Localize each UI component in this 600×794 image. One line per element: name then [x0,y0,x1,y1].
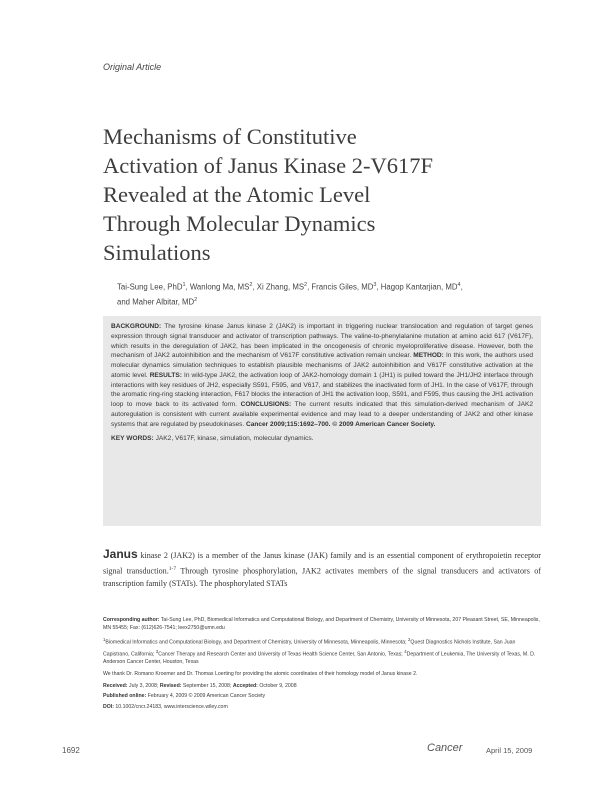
acknowledgment: We thank Dr. Romano Kroemer and Dr. Thomas Loerting for providing the atomic coordinates of their homology model of Janus kinase 2. [103,670,418,677]
author-name: Xi Zhang, MS [256,282,305,292]
author-list: Tai-Sung Lee, PhD$^1$, Wanlong Ma, $MS^2$, Xi Zhang, $MS^2$, Francis Giles, $MD^3$, Hagop Kantarjian, $MD^4$, and Maher Albitar, $MD^2$ [117,282,463,307]
published-label: Published online: [103,693,147,700]
revised-date: September 15, 2008; [182,682,232,689]
affiliation-number: 4 [404,648,407,654]
dates [103,683,543,691]
accepted-label: Accepted: [232,682,258,689]
abstract-citation: Cancer 2009;115:1692–700. [246,420,331,428]
affiliation-number: 3 [155,648,159,654]
abstract-conclusions-label: CONCLUSIONS: [240,401,292,408]
abstract-copyright: © 2009 American Cancer Society. [332,420,436,428]
published-date: February 4, 2009 © 2009 American Cancer Society [147,693,266,700]
corresponding-label: Corresponding author: [103,617,160,623]
doi-text: 10.1002/cncr.24183, www.interscience.wiley.com [115,704,228,711]
affiliation-1: Biomedical Informatics and Computational Biology, and Department of Chemistry, University of Minnesota, Minneapolis, Minnesota; [105,640,407,647]
author-affiliation: 2 [249,282,253,288]
author-name: Tai-Sung Lee, PhD [117,282,183,292]
doi-label: DOI: [103,704,114,711]
abstract-background-label: BACKGROUND: [111,323,162,330]
title-line: Mechanisms of Constitutive [103,124,357,149]
author-name: Wanlong Ma, MS [189,282,250,292]
abstract-text [111,322,533,429]
author-affiliation: 4 [457,282,461,288]
keywords-label: KEY WORDS: [111,435,154,443]
affiliations [103,636,543,667]
author-name: Maher Albitar, MD [132,297,195,307]
published-online [103,693,543,701]
affiliation-3: Cancer Therapy and Research Center and University of Texas Health Science Center, San Antonio, Texas; [158,651,403,658]
author-affiliation: 2 [304,282,308,288]
affiliation-number: 2 [407,637,411,643]
body-dropword: Janus [103,547,138,561]
author-affiliation: 3 [373,282,377,288]
affiliation-2: Quest Diagnostics Nichols Institute, San Juan Capistrano, California; [103,640,516,658]
accepted-date: October 9, 2008 [259,682,297,689]
body-text-2: Through tyrosine phosphorylation, JAK2 activates members of the signal transducers and activators of transcription family (STATs). The phosphorylated STATs [103,566,541,588]
keywords [111,435,533,442]
body-reference: 1-7 [168,565,177,572]
title-line: Activation of Janus Kinase 2-V617F [103,153,433,178]
abstract-method: In this work, the authors used molecular dynamics simulation techniques to establish plausible mechanisms of JAK2 autoinhibition and V617F constitutive activation at the atomic level. [111,352,533,379]
abstract-results-label: RESULTS: [149,371,182,379]
doi [103,704,543,712]
abstract-conclusions: The current results indicated that this simulation-derived mechanism of JAK2 autoregulation is consistent with current available experimental evidence and may lead to a deeper understanding of JAK2 and other kinase systems that are regulated by pseudokinases. [111,401,533,428]
abstract-results: In wild-type JAK2, the activation loop of JAK2-homology domain 1 (JH1) is pulled toward the JH1/JH2 interface through interactions with key residues of JH2, especially S591, F595, and V617, and stabilizes the inactivated form of JH1. In the case of V617F, through the aromatic ring-ring stacking interaction, F617 blocks the interaction of JH1 the activation loop, S591, and F595, thus causing the JH1 activation loop to move back to its activated form. [111,371,533,408]
author-name: Francis Giles, MD [311,282,374,292]
title-line: Revealed at the Atomic Level [103,182,371,207]
title-line: Through Molecular Dynamics [103,211,376,236]
journal-name: Cancer [427,742,463,754]
author-affiliation: 1 [182,282,186,288]
corresponding-author [103,617,543,632]
issue-date: April 15, 2009 [486,746,533,755]
author-name: Hagop Kantarjian, MD [380,282,458,292]
received-date: July 3, 2008; [128,682,159,689]
title-line: Simulations [103,240,211,265]
abstract-background: The tyrosine kinase Janus kinase 2 (JAK2) is important in triggering nuclear translocation and regulation of target genes expression through signal transducer and activator of transcription pathways. The valine-to-phenylalanine mutation at amino acid 617 (V617F), which results in the deregulation of JAK2, has been implicated in the oncogenesis of chronic myeloproliferative disease. However, both the mechanism of JAK2 autoinhibition and the mechanism of V617F constitutive activation remain unclear. [111,323,534,360]
body-text-1: kinase 2 (JAK2) is a member of the Janus kinase (JAK) family and is an essential component of erythropoietin receptor signal transduction. [103,551,541,576]
section-label: Original Article [103,62,162,72]
page-number: 1692 [62,746,80,755]
keywords-text: JAK2, V617F, kinase, simulation, molecular dynamics. [155,435,314,443]
author-affiliation: 2 [194,297,198,304]
abstract-box [103,316,541,526]
footnotes [103,617,543,712]
abstract-method-label: METHOD: [413,352,444,360]
corresponding-text: Tai-Sung Lee, PhD, Biomedical Informatics and Computational Biology, and Department of Chemistry, University of Minnesota, 207 Pleasant Street, SE, Minneapolis, MN 55455; Fax: (612)626-7541; leex2750@umn.edu [103,617,540,631]
received-label: Received: [103,682,128,689]
affiliation-number: 1 [103,637,106,643]
author-join: and [117,297,131,307]
article-title [103,122,533,267]
body-paragraph [103,548,541,590]
revised-label: Revised: [159,682,182,689]
affiliation-4: Department of Leukemia, The University of Texas, M. D. Anderson Cancer Center, Houston, Texas [103,651,536,666]
